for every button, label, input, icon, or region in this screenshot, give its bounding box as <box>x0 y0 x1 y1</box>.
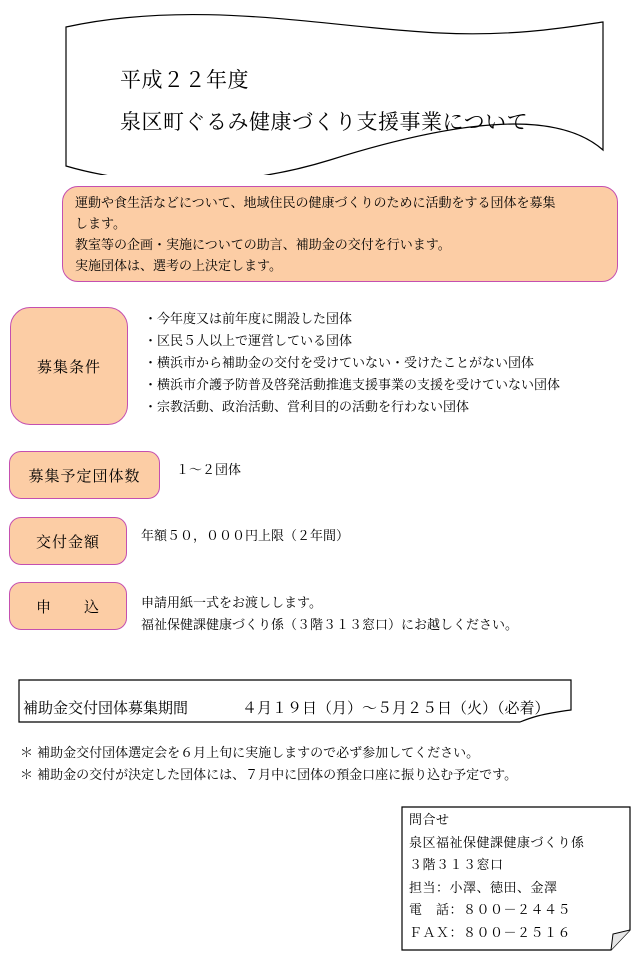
intro-line-2: します。 <box>75 217 126 232</box>
list-item: ・今年度又は前年度に開設した団体 <box>144 312 353 327</box>
title-year: 平成２２年度 <box>120 68 249 92</box>
list-item: ・区民５人以上で運営している団体 <box>144 334 353 349</box>
planned-groups-label: 募集予定団体数 <box>9 451 160 499</box>
title-banner <box>0 0 638 175</box>
intro-line-3: 教室等の企画・実施についての助言、補助金の交付を行います。 <box>75 238 451 253</box>
note-2: ＊ 補助金の交付が決定した団体には、７月中に団体の預金口座に振り込む予定です。 <box>20 768 518 783</box>
application-line-2: 福祉保健課健康づくり係（３階３１３窓口）にお越しください。 <box>141 618 519 633</box>
contact-staff: 担当：小澤、徳田、金澤 <box>409 880 558 896</box>
recruitment-conditions-list <box>144 309 560 419</box>
intro-box <box>62 186 618 282</box>
period-dates: ４月１９日（月）～５月２５日（火）（必着） <box>242 699 550 717</box>
grant-amount-label: 交付金額 <box>9 517 127 565</box>
recruitment-conditions-label: 募集条件 <box>10 307 128 425</box>
page-title: 泉区町ぐるみ健康づくり支援事業について <box>120 110 529 134</box>
intro-line-4: 実施団体は、選考の上決定します。 <box>75 259 282 274</box>
contact-window: ３階３１３窓口 <box>409 858 504 873</box>
application-line-1: 申請用紙一式をお渡しします。 <box>141 596 322 611</box>
list-item: ・宗教活動、政治活動、営利目的の活動を行わない団体 <box>144 400 470 415</box>
contact-info <box>409 810 585 945</box>
contact-fax: ＦＡＸ：８００－２５１６ <box>409 925 572 941</box>
list-item: ・横浜市から補助金の交付を受けていない・受けたことがない団体 <box>144 356 535 371</box>
note-1: ＊ 補助金交付団体選定会を６月上旬に実施しますので必ず参加してください。 <box>20 746 480 761</box>
grant-amount-value: 年額５０，０００円上限（２年間） <box>141 529 350 544</box>
planned-groups-value: １～２団体 <box>176 463 242 478</box>
intro-line-1: 運動や食生活などについて、地域住民の健康づくりのために活動をする団体を募集 <box>75 196 556 211</box>
application-label: 申 込 <box>9 582 127 630</box>
list-item: ・横浜市介護予防普及啓発活動推進支援事業の支援を受けていない団体 <box>144 378 561 393</box>
contact-dept: 泉区福祉保健課健康づくり係 <box>409 835 585 851</box>
contact-heading: 問合せ <box>409 813 450 828</box>
period-label: 補助金交付団体募集期間 <box>23 699 189 717</box>
contact-phone: 電 話：８００－２４４５ <box>409 903 572 918</box>
